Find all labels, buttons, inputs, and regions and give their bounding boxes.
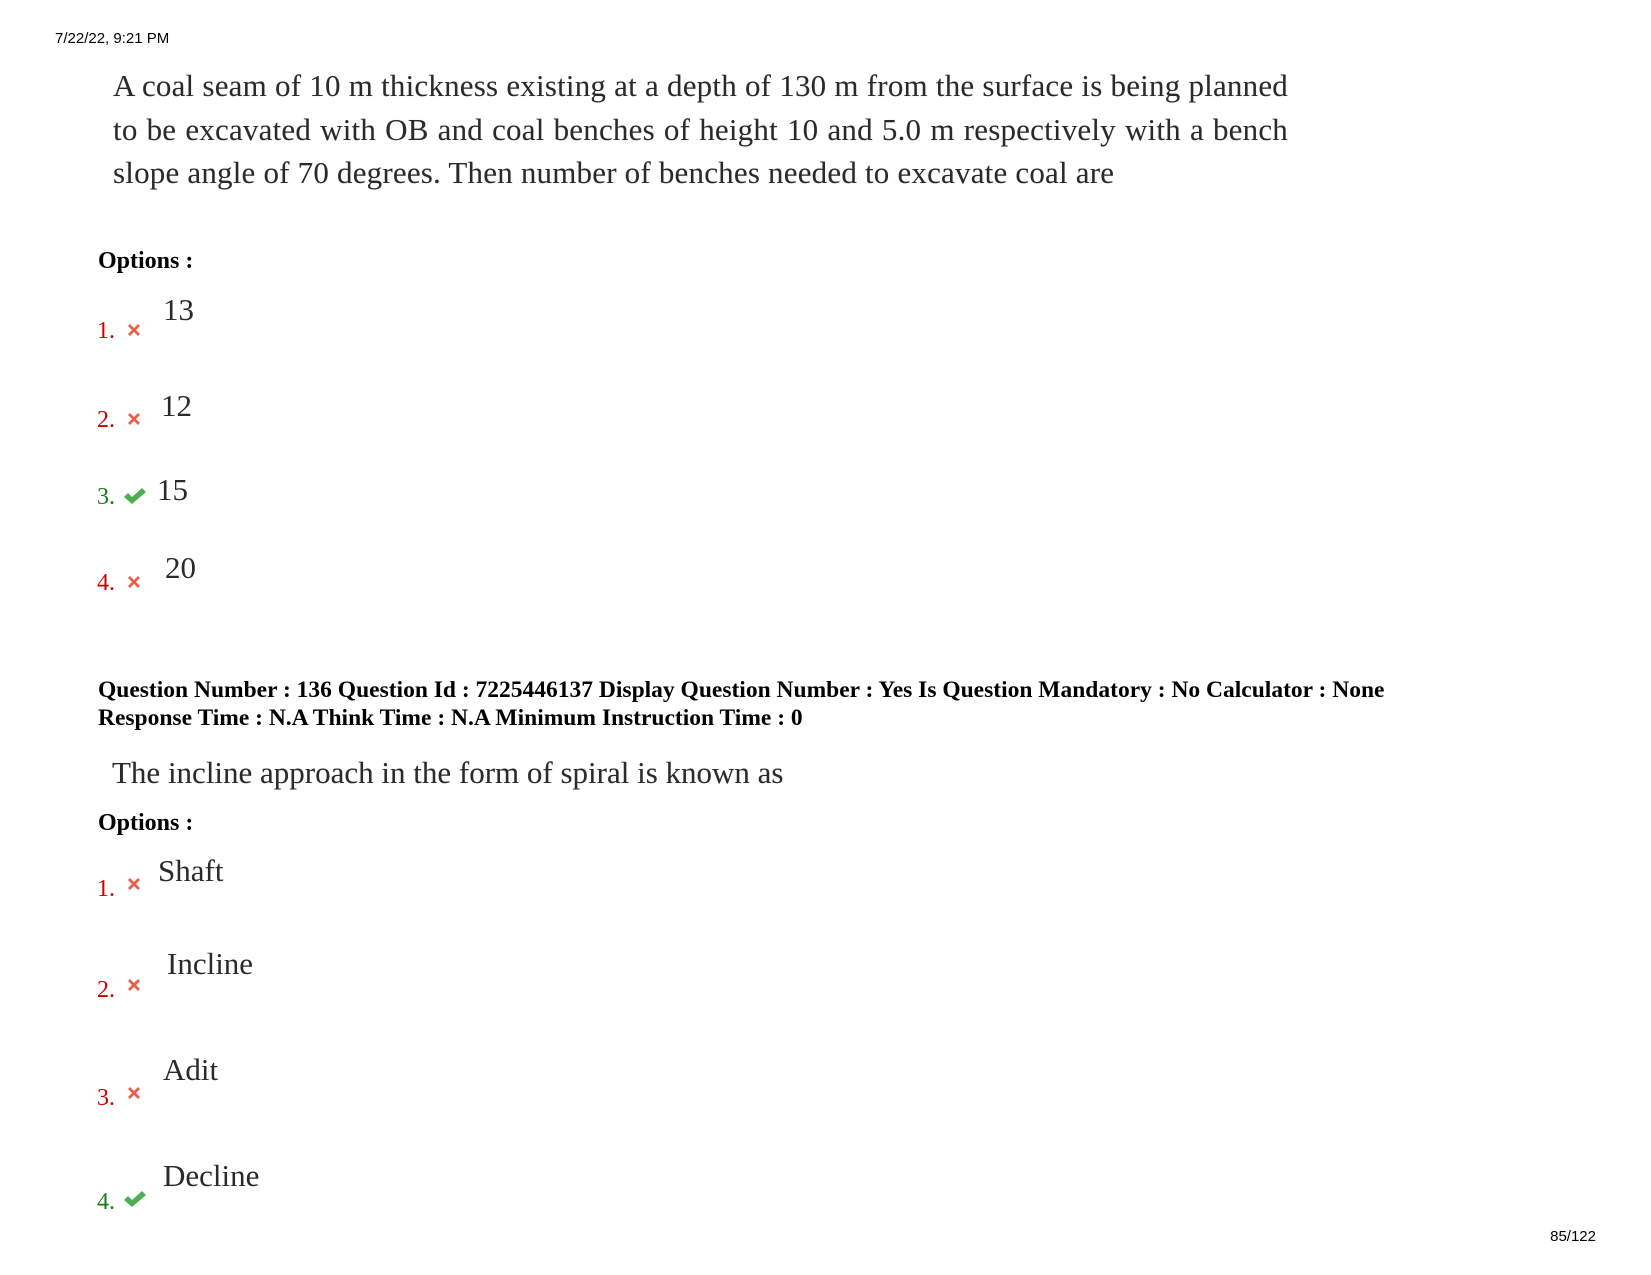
cross-icon xyxy=(124,320,144,340)
option-text: Incline xyxy=(167,946,254,981)
question-1-text: A coal seam of 10 m thickness existing at a depth of 130 m from the surface is being planned to be excavated with OB and coal benches of height 10 and 5.0 m respectively with a bench slope angle of 70 degrees. Then number of benches needed to excavate coal are xyxy=(113,68,1288,190)
option-number: 3. xyxy=(97,1085,115,1111)
option-text: Shaft xyxy=(158,853,224,888)
option-text: Decline xyxy=(163,1158,260,1193)
timestamp: 7/22/22, 9:21 PM xyxy=(55,30,170,47)
option-text: 15 xyxy=(157,472,188,507)
option-text: Adit xyxy=(163,1052,219,1087)
option-text: 12 xyxy=(161,388,192,423)
option-number: 1. xyxy=(97,318,115,344)
option-text: 20 xyxy=(165,550,196,585)
option-number: 4. xyxy=(97,570,115,596)
options-label: Options : xyxy=(98,248,194,274)
cross-icon xyxy=(124,874,144,894)
option-number: 4. xyxy=(97,1189,115,1215)
option-number: 2. xyxy=(97,977,115,1003)
question-meta xyxy=(98,676,1384,732)
check-icon xyxy=(122,486,148,506)
option-text: 13 xyxy=(163,292,194,327)
cross-icon xyxy=(124,409,144,429)
options-label: Options : xyxy=(98,810,194,836)
option-number: 3. xyxy=(97,484,115,510)
question-meta-line-1: Question Number : 136 Question Id : 7225446137 Display Question Number : Yes Is Question Mandatory : No Calculator : None xyxy=(98,677,1385,703)
page-number: 85/122 xyxy=(1550,1228,1596,1245)
option-number: 2. xyxy=(97,407,115,433)
cross-icon xyxy=(124,1083,144,1103)
cross-icon xyxy=(124,572,144,592)
option-number: 1. xyxy=(97,876,115,902)
cross-icon xyxy=(124,975,144,995)
question-meta-line-2: Response Time : N.A Think Time : N.A Minimum Instruction Time : 0 xyxy=(98,705,803,731)
question-2-text: The incline approach in the form of spiral is known as xyxy=(112,755,784,790)
check-icon xyxy=(122,1189,148,1209)
